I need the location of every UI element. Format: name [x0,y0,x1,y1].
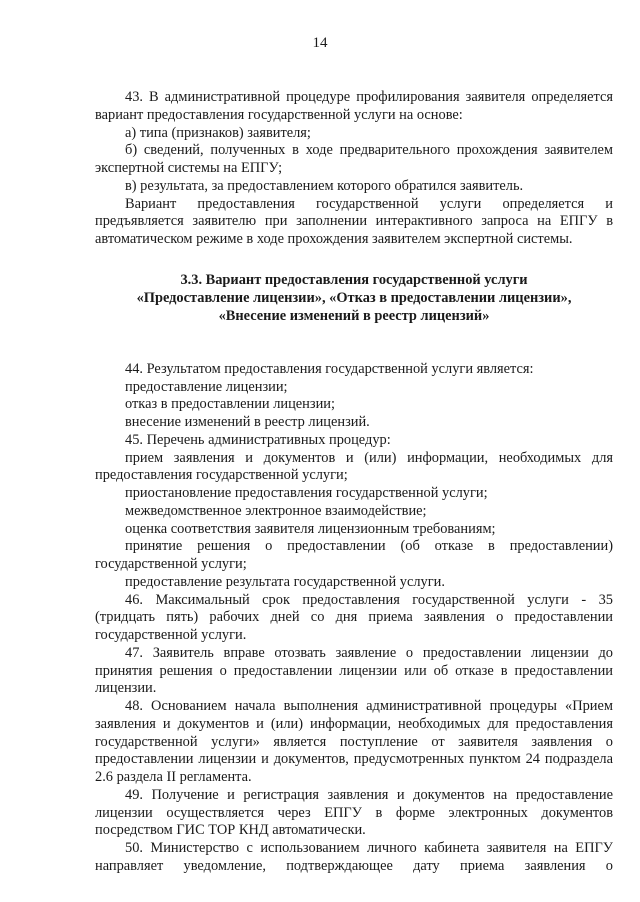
result-item-1: предоставление лицензии; [125,378,288,395]
page-number: 14 [312,35,328,51]
paragraph-44: 44. Результатом предоставления государственной услуги является: [125,360,534,377]
paragraph-50: 50. Министерство с использованием личного кабинета заявителя на ЕПГУ направляет уведомление, подтверждающее дату приема заявления о [95,840,613,874]
procedure-item-4: оценка соответствия заявителя лицензионным требованиям; [125,520,496,537]
section-heading-line1: 3.3. Вариант предоставления государственной услуги [180,271,528,288]
result-item-3: внесение изменений в реестр лицензий. [125,414,370,430]
paragraph-43: 43. В административной процедуре профилирования заявителя определяется вариант предоставления государственной услуги на основе: [95,89,613,123]
paragraph-49: 49. Получение и регистрация заявления и документов на предоставление лицензии осуществляется через ЕПГУ в форме электронных документов посредством ГИС ТОР КНД автоматически. [95,786,613,839]
section-heading [95,271,613,325]
section-heading-line3: «Внесение изменений в реестр лицензий» [218,307,490,324]
procedure-item-5: принятие решения о предоставлении (об отказе в предоставлении) государственной услуги; [95,538,613,572]
procedure-item-6: предоставление результата государственной услуги. [125,573,445,590]
list-item-a: а) типа (признаков) заявителя; [125,124,311,141]
section-heading-line2: «Предоставление лицензии», «Отказ в предоставлении лицензии», [136,289,572,306]
paragraph-47: 47. Заявитель вправе отозвать заявление о предоставлении лицензии до принятия решения о предоставлении лицензии или об отказе в предоставлении лицензии. [95,644,613,697]
paragraph-48: 48. Основанием начала выполнения административной процедуры «Прием заявления и документов и (или) информации, необходимых для предоставления государственной услуги» является поступление от заявителя заявления о предоставлении лицензии и документов, предусмотренных пунктом 24 подраздела 2.6 раздела II регламента. [95,698,613,785]
list-item-c: в) результата, за предоставлением которого обратился заявитель. [125,177,524,194]
list-item-b: б) сведений, полученных в ходе предварительного прохождения заявителем экспертной системы на ЕПГУ; [95,142,613,176]
procedure-item-1: прием заявления и документов и (или) информации, необходимых для предоставления государственной услуги; [95,449,613,484]
result-item-2: отказ в предоставлении лицензии; [125,396,335,413]
paragraph-46: 46. Максимальный срок предоставления государственной услуги - 35 (тридцать пять) рабочих дней со дня приема заявления о предоставлении государственной услуги. [95,591,613,643]
procedure-item-3: межведомственное электронное взаимодействие; [125,502,427,519]
procedure-item-2: приостановление предоставления государственной услуги; [125,485,488,501]
paragraph-variant: Вариант предоставления государственной услуги определяется и предъявляется заявителю при заполнении интерактивного запроса на ЕПГУ в автоматическом режиме в ходе прохождения заявителем экспертной системы. [95,195,613,247]
document-body [95,89,613,876]
paragraph-45: 45. Перечень административных процедур: [125,431,391,448]
